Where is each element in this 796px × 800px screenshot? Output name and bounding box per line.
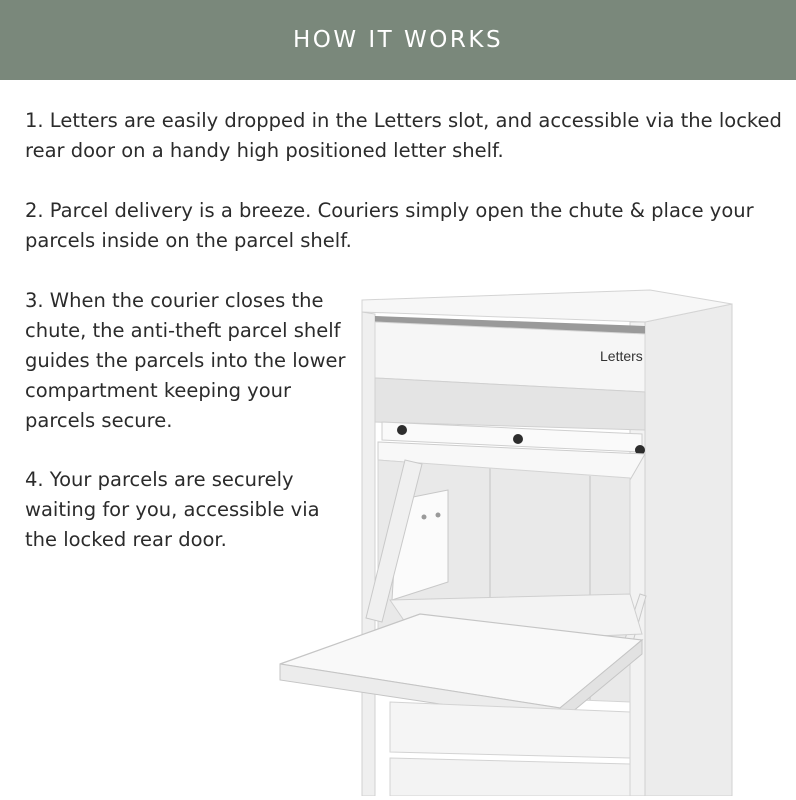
step-1-text: 1. Letters are easily dropped in the Letters slot, and accessible via the locked rear door on a handy high positioned letter shelf. — [25, 109, 782, 162]
step-4-text: 4. Your parcels are securely waiting for you, accessible via the locked rear door. — [25, 468, 320, 551]
step-3-text: 3. When the courier closes the chute, the anti-theft parcel shelf guides the parcels into the lower compartment keeping your parcels secure. — [25, 289, 346, 432]
letters-label: Letters — [600, 348, 643, 364]
lower-panel-2 — [390, 758, 630, 796]
cabinet-side-panel — [645, 304, 732, 796]
section-title: HOW IT WORKS — [292, 27, 504, 53]
header-banner — [0, 0, 796, 80]
cabinet-front-left-edge — [362, 312, 375, 796]
lower-panel-1 — [390, 702, 630, 758]
shelf-screw-1 — [397, 425, 407, 435]
step-2-text: 2. Parcel delivery is a breeze. Couriers simply open the chute & place your parcels inside on the parcel shelf. — [25, 199, 754, 252]
parcel-mailbox-image — [270, 282, 796, 796]
shelf-screw-2 — [513, 434, 523, 444]
